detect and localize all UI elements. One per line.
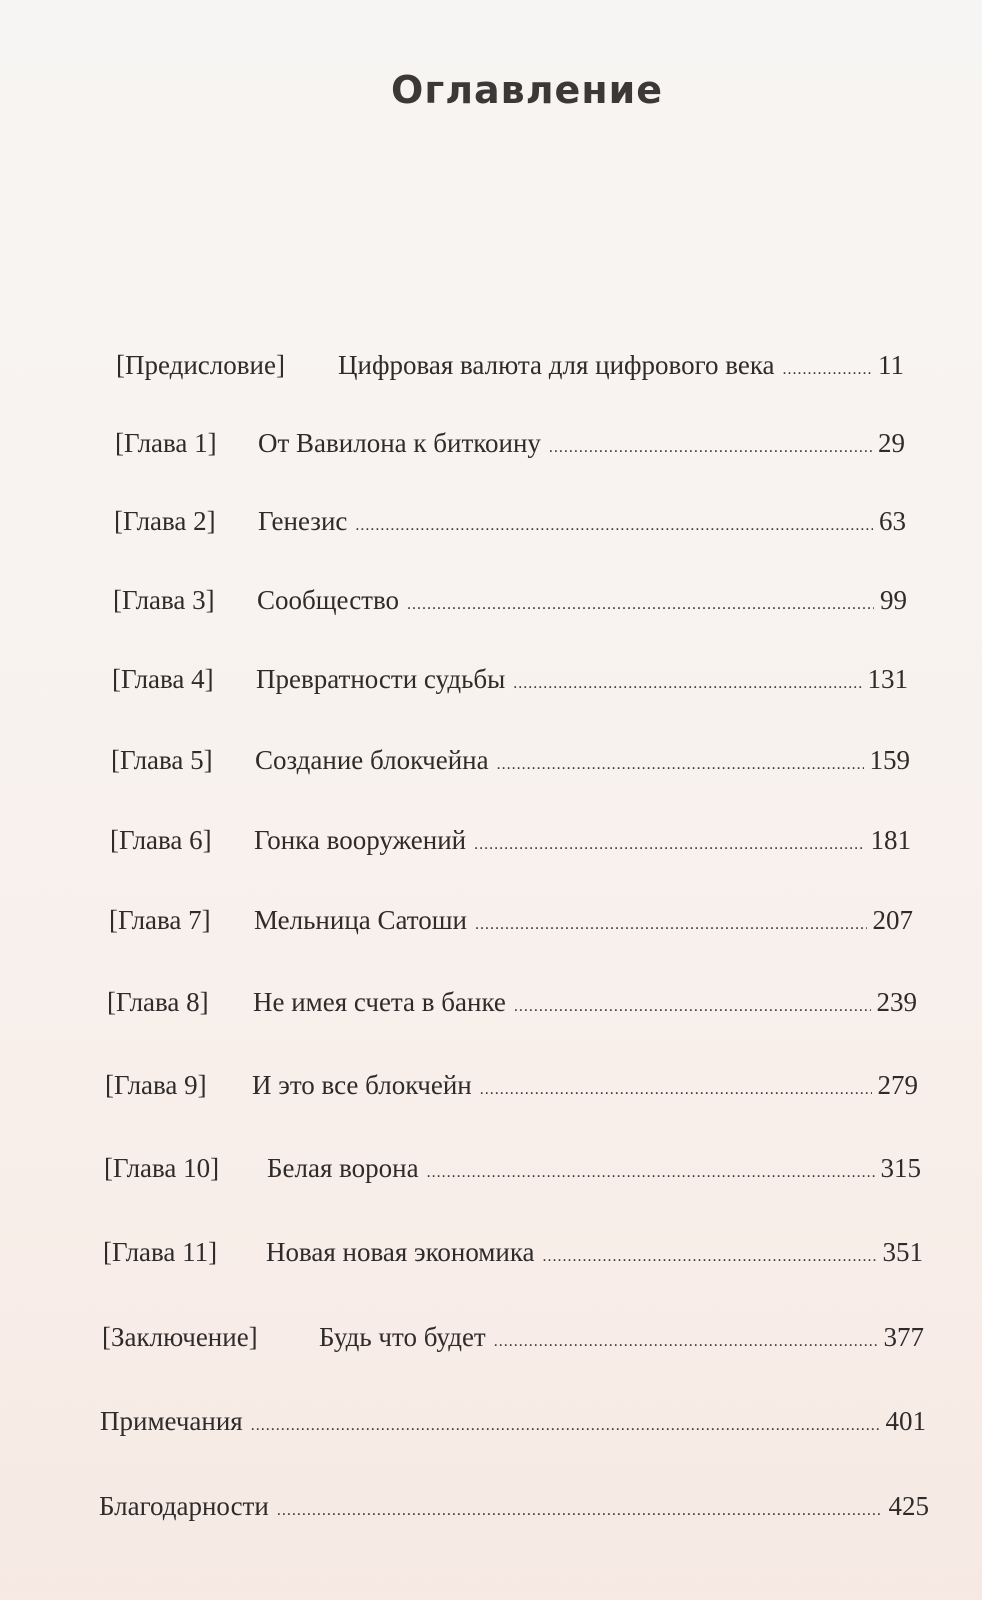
toc-entry-chapter-8[interactable] [107, 987, 917, 1027]
toc-entry-chapter-7[interactable] [109, 905, 913, 945]
entry-title: Будь что будет [319, 1322, 486, 1352]
toc-entry-conclusion[interactable] [102, 1322, 924, 1362]
dot-leader [783, 361, 872, 379]
entry-title: Генезис [258, 506, 348, 536]
entry-title: Цифровая валюта для цифрового века [338, 350, 775, 380]
entry-page-number: 315 [880, 1153, 921, 1183]
entry-label: [Глава 4] [112, 664, 214, 694]
dot-leader [514, 998, 871, 1016]
toc-entry-notes[interactable] [100, 1406, 926, 1446]
entry-label: [Заключение] [102, 1322, 258, 1352]
entry-label: [Глава 2] [114, 506, 216, 536]
entry-title: Новая новая экономика [266, 1237, 535, 1267]
entry-page-number: 279 [877, 1070, 918, 1100]
dot-leader [251, 1417, 880, 1435]
entry-title: Превратности судьбы [256, 664, 506, 694]
entry-label: [Глава 5] [111, 745, 213, 775]
entry-page-number: 29 [878, 428, 905, 458]
toc-entry-chapter-5[interactable] [111, 745, 910, 785]
entry-label: [Глава 9] [105, 1070, 207, 1100]
entry-title: От Вавилона к биткоину [258, 428, 541, 458]
entry-title: Благодарности [99, 1491, 269, 1521]
entry-title: Примечания [100, 1406, 243, 1436]
entry-page-number: 63 [879, 506, 906, 536]
entry-page-number: 401 [885, 1406, 926, 1436]
dot-leader [513, 675, 861, 693]
toc-entry-preface[interactable] [116, 350, 904, 390]
dot-leader [427, 1164, 875, 1182]
entry-label: [Глава 7] [109, 905, 211, 935]
dot-leader [494, 1333, 878, 1351]
entry-title: Не имея счета в банке [253, 987, 506, 1017]
entry-page-number: 99 [880, 585, 907, 615]
toc-entry-chapter-11[interactable] [103, 1237, 923, 1277]
toc-entry-chapter-4[interactable] [112, 664, 908, 704]
entry-label: [Глава 8] [107, 987, 209, 1017]
toc-entry-acknowledgements[interactable] [99, 1491, 929, 1531]
toc-entry-chapter-9[interactable] [105, 1070, 918, 1110]
entry-page-number: 11 [878, 350, 904, 380]
entry-label: [Глава 6] [110, 825, 212, 855]
entry-page-number: 351 [882, 1237, 923, 1267]
entry-label: [Глава 11] [103, 1237, 218, 1267]
page-title: Оглавление [391, 68, 663, 112]
entry-page-number: 207 [872, 905, 913, 935]
entry-title: Белая ворона [267, 1153, 419, 1183]
toc-entry-chapter-6[interactable] [110, 825, 911, 865]
entry-label: [Предисловие] [116, 350, 285, 380]
toc-entry-chapter-10[interactable] [104, 1153, 921, 1193]
dot-leader [277, 1502, 883, 1520]
entry-title: Сообщество [257, 585, 400, 615]
entry-page-number: 159 [869, 745, 910, 775]
entry-title: И это все блокчейн [252, 1070, 472, 1100]
entry-title: Создание блокчейна [255, 745, 489, 775]
entry-page-number: 181 [870, 825, 911, 855]
entry-page-number: 377 [883, 1322, 924, 1352]
dot-leader [543, 1248, 877, 1266]
dot-leader [480, 1081, 872, 1099]
entry-page-number: 239 [876, 987, 917, 1017]
entry-title: Гонка вооружений [254, 825, 467, 855]
dot-leader [475, 916, 867, 934]
dot-leader [355, 517, 873, 535]
dot-leader [407, 596, 874, 614]
toc-entry-chapter-2[interactable] [114, 506, 906, 546]
entry-page-number: 131 [867, 664, 908, 694]
dot-leader [497, 756, 864, 774]
dot-leader [549, 439, 872, 457]
entry-title: Мельница Сатоши [254, 905, 467, 935]
toc-entry-chapter-1[interactable] [115, 428, 905, 468]
entry-label: [Глава 1] [115, 428, 217, 458]
dot-leader [474, 836, 864, 854]
toc-entry-chapter-3[interactable] [113, 585, 907, 625]
entry-label: [Глава 3] [113, 585, 215, 615]
entry-page-number: 425 [888, 1491, 929, 1521]
entry-label: [Глава 10] [104, 1153, 220, 1183]
